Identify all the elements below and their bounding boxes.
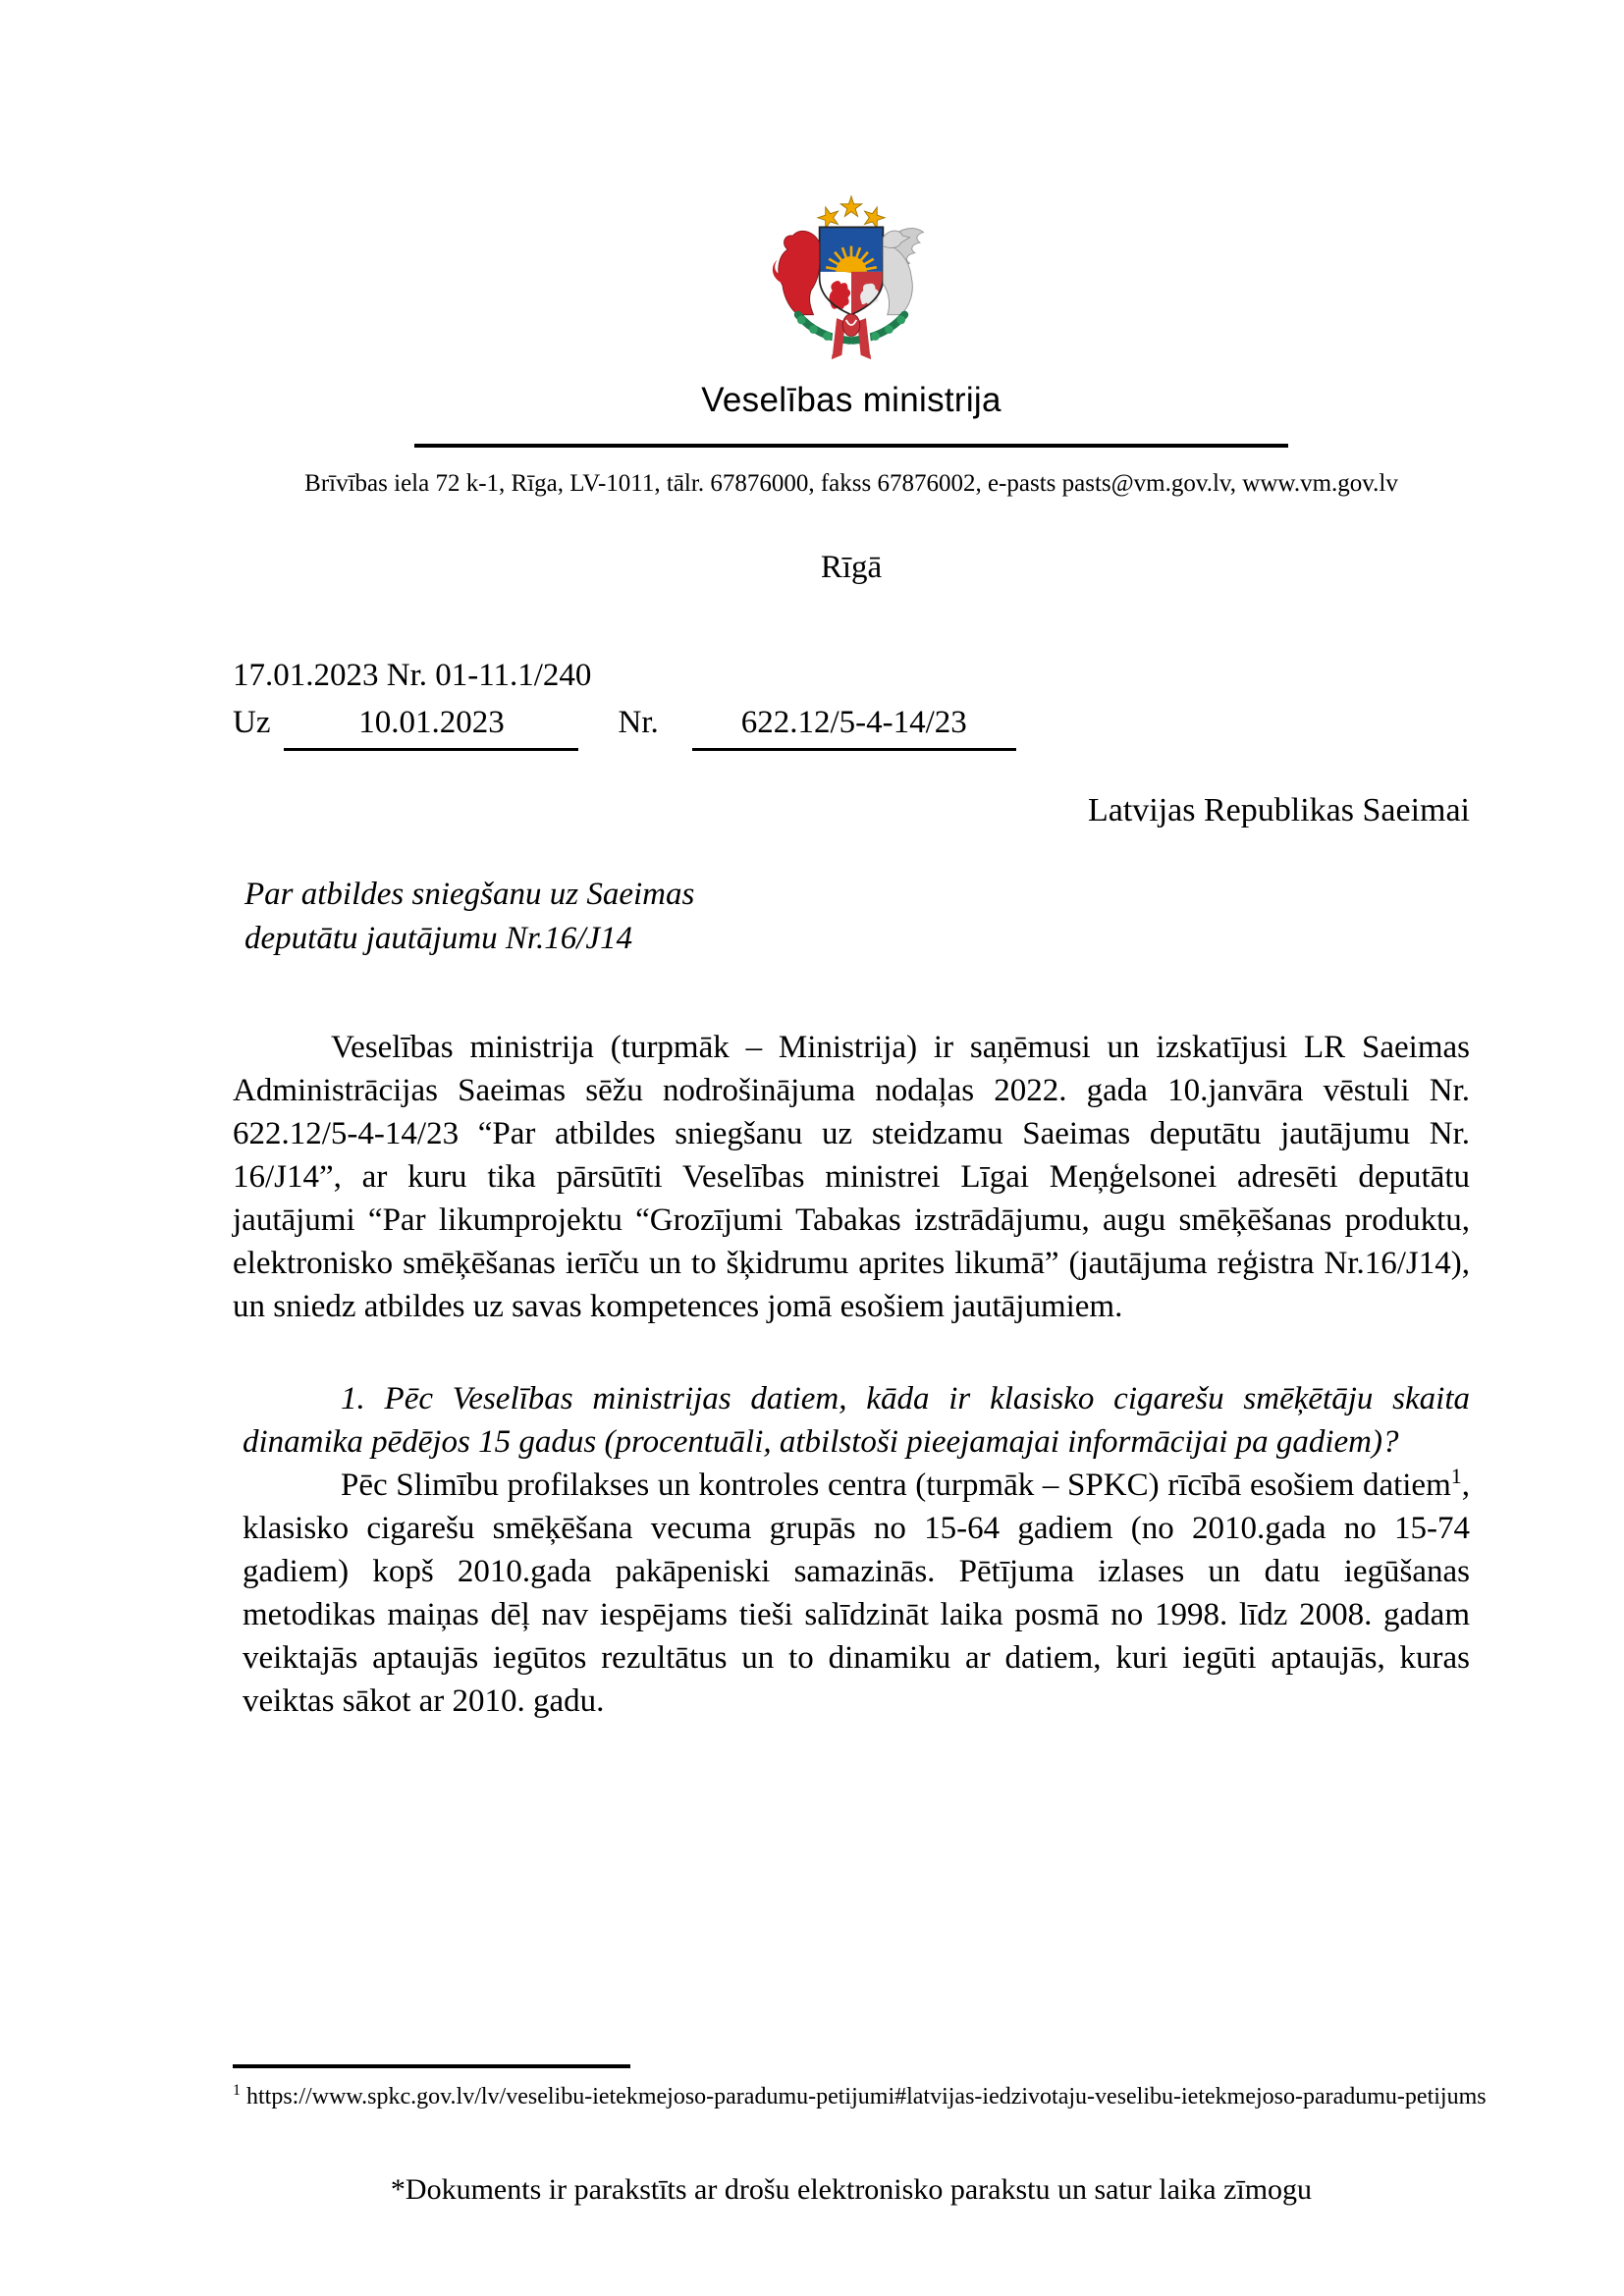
footnote-area bbox=[233, 2064, 1487, 2111]
latvia-coat-of-arms-logo bbox=[748, 194, 954, 375]
reply-number-field: 622.12/5-4-14/23 bbox=[692, 699, 1016, 751]
question-paragraph-1: 1. Pēc Veselības ministrijas datiem, kāda ir klasisko cigarešu smēķētāju skaita dinamika pēdējos 15 gadus (procentuāli, atbilstoši pieejamajai informācijai pa gadiem)? bbox=[243, 1381, 1470, 1460]
answer-text-after-footnote: , klasisko cigarešu smēķēšana vecuma grupās no 15-64 gadiem (no 2010.gada no 15-74 gadiem) kopš 2010.gada pakāpeniski samazinās. Pētījuma izlases un datu iegūšanas metodikas maiņas dēļ nav iespējams tieši salīdzināt laika posmā no 1998. līdz 2008. gadam veiktajās aptaujās iegūtos rezultātus un to dinamiku ar datiem, kuri iegūti aptaujās, kuras veiktas sākot ar 2010. gadu. bbox=[243, 1468, 1470, 1719]
footnote-marker: 1 bbox=[233, 2082, 241, 2099]
footnote-url: https://www.spkc.gov.lv/lv/veselibu-ietekmejoso-paradumu-petijumi#latvijas-iedzivotaju-veselibu-ietekmejoso-paradumu-petijums bbox=[246, 2084, 1487, 2109]
answer-paragraph-1 bbox=[233, 1464, 1470, 1723]
reference-block bbox=[233, 652, 1470, 751]
place-line: Rīgā bbox=[820, 550, 883, 585]
signature-note: *Dokuments ir parakstīts ar drošu elektronisko parakstu un satur laika zīmogu bbox=[390, 2173, 1313, 2206]
footnote-1 bbox=[233, 2082, 1487, 2111]
nr-label: Nr. bbox=[618, 705, 659, 740]
ref-reply-line bbox=[233, 699, 1470, 751]
body-paragraph-1: Veselības ministrija (turpmāk – Ministrija) ir saņēmusi un izskatījusi LR Saeimas Administrācijas Saeimas sēžu nodrošinājuma nodaļas 2022. gada 10.janvāra vēstuli Nr. 622.12/5-4-14/23 “Par atbildes sniegšanu uz steidzamu Saeimas deputātu jautājumu Nr. 16/J14”, ar kuru tika pārsūtīti Veselības ministrei Līgai Meņģelsonei adresēti deputātu jautājumi “Par likumprojektu “Grozījumi Tabakas izstrādājumu, augu smēķēšanas produktu, elektronisko smēķēšanas ierīču un to šķidrumu aprites likumā” (jautājuma reģistra Nr.16/J14), un sniedz atbildes uz savas kompetences jomā esošiem jautājumiem. bbox=[233, 1030, 1470, 1324]
answer-text-before-footnote: Pēc Slimību profilakses un kontroles centra (turpmāk – SPKC) rīcībā esošiem datiem bbox=[341, 1468, 1451, 1503]
subject-block bbox=[233, 873, 1470, 961]
footnote-separator bbox=[233, 2064, 630, 2068]
header-rule bbox=[414, 444, 1288, 448]
uz-label: Uz bbox=[233, 705, 271, 740]
addressee-line: Latvijas Republikas Saeimai bbox=[1087, 792, 1470, 828]
subject-line-1: Par atbildes sniegšanu uz Saeimas bbox=[244, 877, 695, 912]
letterhead bbox=[233, 194, 1470, 499]
contact-line: Brīvības iela 72 k-1, Rīga, LV-1011, tālr. 67876000, fakss 67876002, e-pasts pasts@vm.gov.lv, www.vm.gov.lv bbox=[304, 470, 1398, 497]
ref-date-line: 17.01.2023 Nr. 01-11.1/240 bbox=[233, 658, 592, 693]
subject-line-2: deputātu jautājumu Nr.16/J14 bbox=[244, 921, 633, 956]
footnote-reference-mark: 1 bbox=[1450, 1464, 1462, 1488]
reply-date-field: 10.01.2023 bbox=[284, 699, 578, 751]
ministry-name: Veselības ministrija bbox=[701, 381, 1001, 419]
